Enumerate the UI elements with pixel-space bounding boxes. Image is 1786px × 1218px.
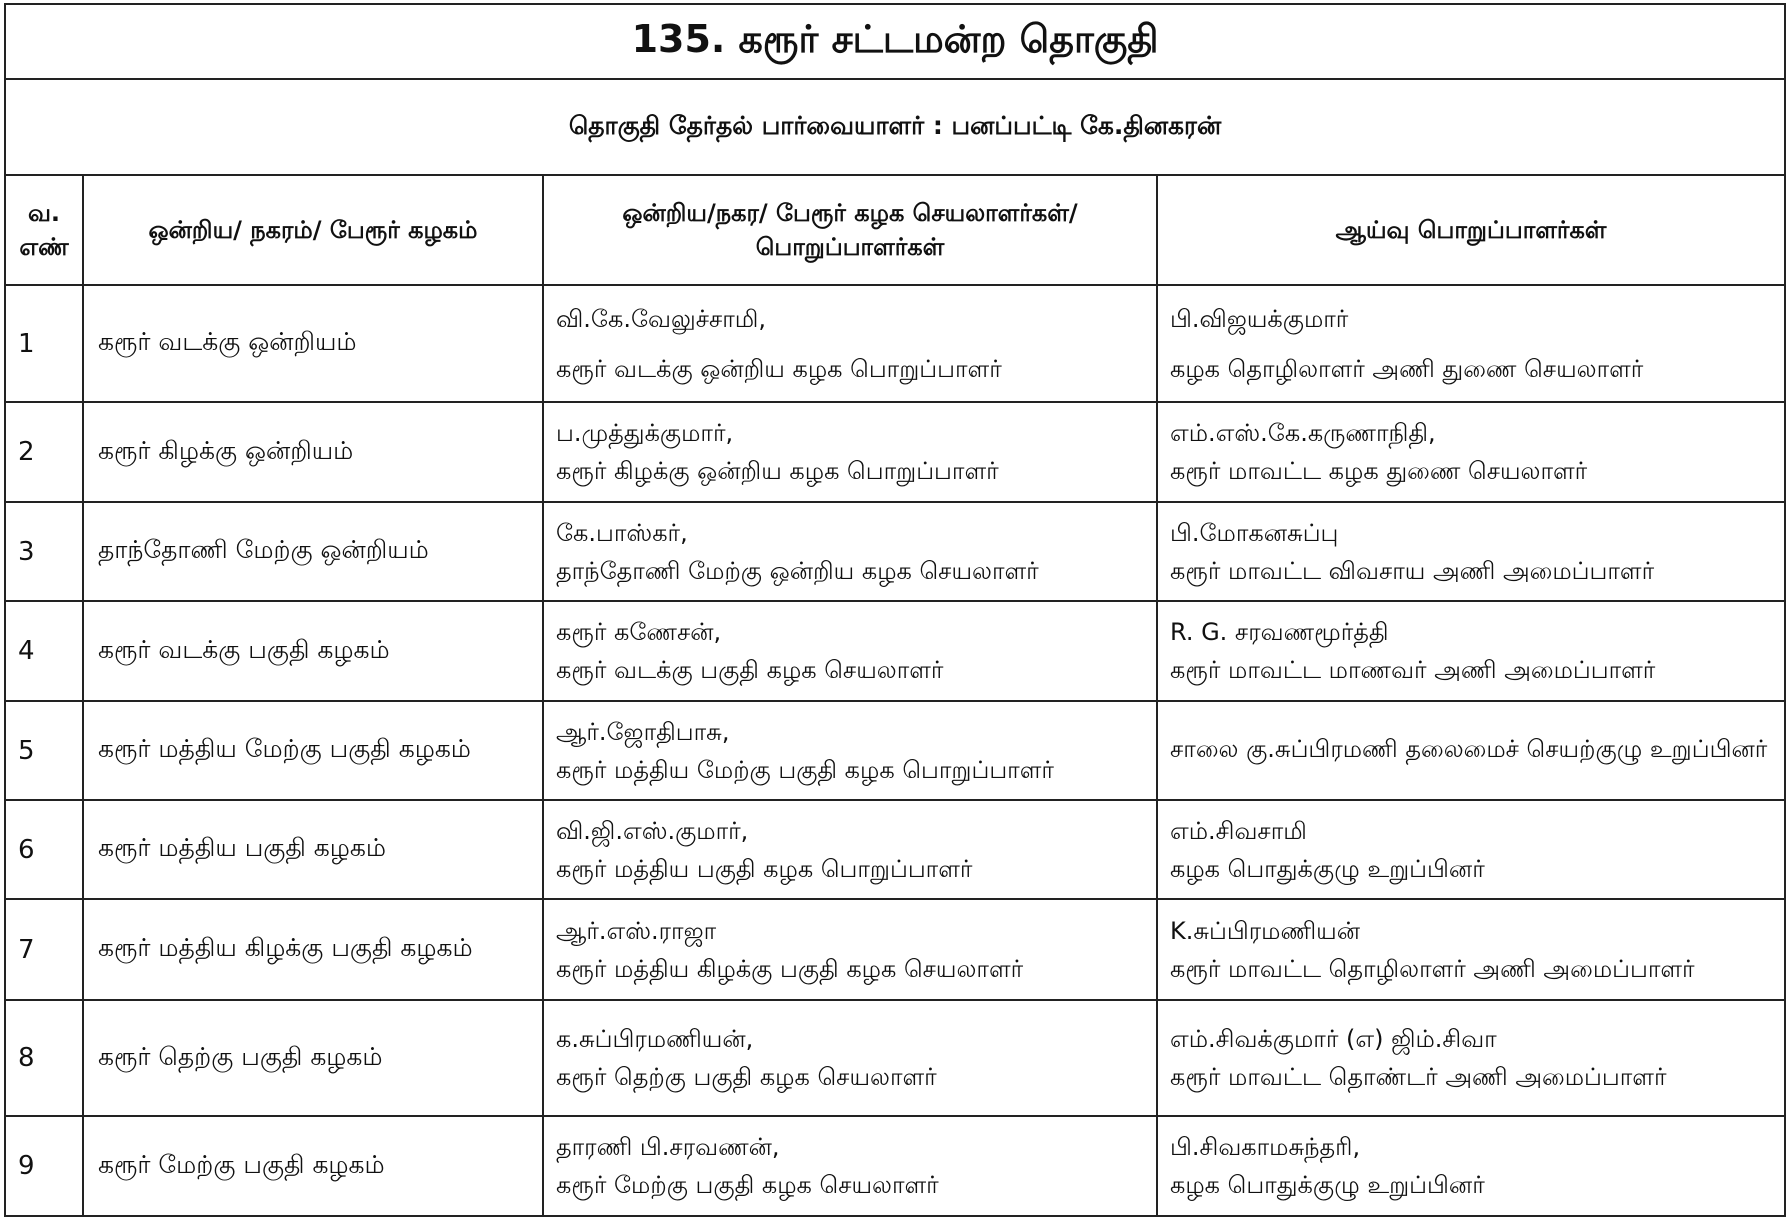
in-charge-name: K.சுப்பிரமணியன் — [1170, 916, 1361, 945]
subtitle-row — [5, 79, 1785, 175]
in-charge-cell — [1157, 1000, 1785, 1116]
header-unit: ஒன்றிய/ நகரம்/ பேரூர் கழகம் — [83, 175, 543, 285]
in-charge-role: கழக பொதுக்குழு உறுப்பினர் — [1170, 1171, 1485, 1199]
table-row — [5, 1000, 1785, 1116]
row-number: 7 — [5, 899, 83, 1000]
secretary-role: கரூர் மேற்கு பகுதி கழக செயலாளர் — [556, 1171, 939, 1199]
secretary-role: தாந்தோணி மேற்கு ஒன்றிய கழக செயலாளர் — [556, 556, 1039, 585]
in-charge-name: பி.விஜயக்குமார் — [1170, 304, 1349, 333]
header-secretaries: ஒன்றிய/நகர/ பேரூர் கழக செயலாளர்கள்/ பொறுப்பாளர்கள் — [543, 175, 1157, 285]
in-charge-name: பி.மோகனசுப்பு — [1170, 518, 1339, 547]
row-number: 9 — [5, 1116, 83, 1216]
in-charge-name: எம்.சிவசாமி — [1170, 816, 1307, 845]
observer-line: தொகுதி தேர்தல் பார்வையாளர் : பனப்பட்டி கே.தினகரன் — [5, 79, 1785, 175]
unit-name: தாந்தோணி மேற்கு ஒன்றியம் — [83, 502, 543, 601]
unit-name: கரூர் தெற்கு பகுதி கழகம் — [83, 1000, 543, 1116]
secretary-cell — [543, 899, 1157, 1000]
row-number: 8 — [5, 1000, 83, 1116]
secretary-cell — [543, 502, 1157, 601]
in-charge-cell — [1157, 899, 1785, 1000]
secretary-name: கரூர் கணேசன், — [556, 618, 722, 646]
secretary-cell — [543, 800, 1157, 899]
secretary-role: கரூர் வடக்கு ஒன்றிய கழக பொறுப்பாளர் — [556, 354, 1002, 383]
secretary-role: கரூர் தெற்கு பகுதி கழக செயலாளர் — [556, 1063, 937, 1091]
secretary-cell — [543, 1000, 1157, 1116]
unit-name: கரூர் மத்திய மேற்கு பகுதி கழகம் — [83, 701, 543, 800]
row-number: 6 — [5, 800, 83, 899]
in-charge-cell — [1157, 1116, 1785, 1216]
in-charge-name: பி.சிவகாமசுந்தரி, — [1170, 1133, 1361, 1161]
table-row — [5, 502, 1785, 601]
header-sno: வ. எண் — [5, 175, 83, 285]
row-number: 2 — [5, 402, 83, 502]
in-charge-name: R. G. சரவணமூர்த்தி — [1170, 618, 1389, 646]
secretary-role: கரூர் வடக்கு பகுதி கழக செயலாளர் — [556, 656, 944, 684]
in-charge-cell — [1157, 601, 1785, 701]
secretary-name: ஆர்.ஜோதிபாசு, — [556, 717, 730, 746]
row-number: 5 — [5, 701, 83, 800]
in-charge-cell — [1157, 285, 1785, 402]
document-sheet — [4, 3, 1784, 1217]
secretary-role: கரூர் மத்திய பகுதி கழக பொறுப்பாளர் — [556, 854, 973, 883]
in-charge-cell — [1157, 800, 1785, 899]
table-row — [5, 601, 1785, 701]
page-title: 135. கரூர் சட்டமன்ற தொகுதி — [5, 4, 1785, 79]
unit-name: கரூர் மத்திய பகுதி கழகம் — [83, 800, 543, 899]
secretary-name: க.சுப்பிரமணியன், — [556, 1025, 754, 1053]
unit-name: கரூர் வடக்கு பகுதி கழகம் — [83, 601, 543, 701]
constituency-table — [4, 3, 1786, 1217]
in-charge-cell — [1157, 402, 1785, 502]
table-row — [5, 1116, 1785, 1216]
secretary-name: வி.கே.வேலுச்சாமி, — [556, 304, 767, 333]
title-row — [5, 4, 1785, 79]
secretary-role: கரூர் கிழக்கு ஒன்றிய கழக பொறுப்பாளர் — [556, 457, 999, 485]
secretary-role: கரூர் மத்திய கிழக்கு பகுதி கழக செயலாளர் — [556, 954, 1024, 983]
in-charge-role: கரூர் மாவட்ட கழக துணை செயலாளர் — [1170, 457, 1588, 485]
unit-name: கரூர் மேற்கு பகுதி கழகம் — [83, 1116, 543, 1216]
unit-name: கரூர் கிழக்கு ஒன்றியம் — [83, 402, 543, 502]
in-charge-cell — [1157, 502, 1785, 601]
header-row — [5, 175, 1785, 285]
secretary-role: கரூர் மத்திய மேற்கு பகுதி கழக பொறுப்பாளர் — [556, 755, 1054, 784]
in-charge-role: கரூர் மாவட்ட தொண்டர் அணி அமைப்பாளர் — [1170, 1063, 1667, 1091]
secretary-cell — [543, 701, 1157, 800]
secretary-cell — [543, 601, 1157, 701]
secretary-name: வி.ஜி.எஸ்.குமார், — [556, 816, 749, 845]
secretary-cell — [543, 402, 1157, 502]
table-row — [5, 285, 1785, 402]
table-row — [5, 800, 1785, 899]
header-in-charge: ஆய்வு பொறுப்பாளர்கள் — [1157, 175, 1785, 285]
table-row — [5, 701, 1785, 800]
row-number: 4 — [5, 601, 83, 701]
unit-name: கரூர் மத்திய கிழக்கு பகுதி கழகம் — [83, 899, 543, 1000]
in-charge-role: கரூர் மாவட்ட விவசாய அணி அமைப்பாளர் — [1170, 556, 1655, 585]
row-number: 1 — [5, 285, 83, 402]
secretary-name: கே.பாஸ்கர், — [556, 518, 688, 547]
secretary-name: தாரணி பி.சரவணன், — [556, 1133, 780, 1161]
table-row — [5, 402, 1785, 502]
in-charge-role: கரூர் மாவட்ட மாணவர் அணி அமைப்பாளர் — [1170, 656, 1656, 684]
in-charge-role: கழக பொதுக்குழு உறுப்பினர் — [1170, 854, 1485, 883]
in-charge-name: எம்.சிவக்குமார் (எ) ஜிம்.சிவா — [1170, 1025, 1497, 1053]
secretary-cell — [543, 1116, 1157, 1216]
in-charge-cell: சாலை கு.சுப்பிரமணி தலைமைச் செயற்குழு உறுப்பினர் — [1157, 701, 1785, 800]
in-charge-role: கரூர் மாவட்ட தொழிலாளர் அணி அமைப்பாளர் — [1170, 954, 1695, 983]
unit-name: கரூர் வடக்கு ஒன்றியம் — [83, 285, 543, 402]
table-row — [5, 899, 1785, 1000]
in-charge-name: எம்.எஸ்.கே.கருணாநிதி, — [1170, 419, 1436, 447]
in-charge-role: கழக தொழிலாளர் அணி துணை செயலாளர் — [1170, 354, 1644, 383]
row-number: 3 — [5, 502, 83, 601]
secretary-name: ப.முத்துக்குமார், — [556, 419, 734, 447]
secretary-name: ஆர்.எஸ்.ராஜா — [556, 916, 717, 945]
secretary-cell — [543, 285, 1157, 402]
